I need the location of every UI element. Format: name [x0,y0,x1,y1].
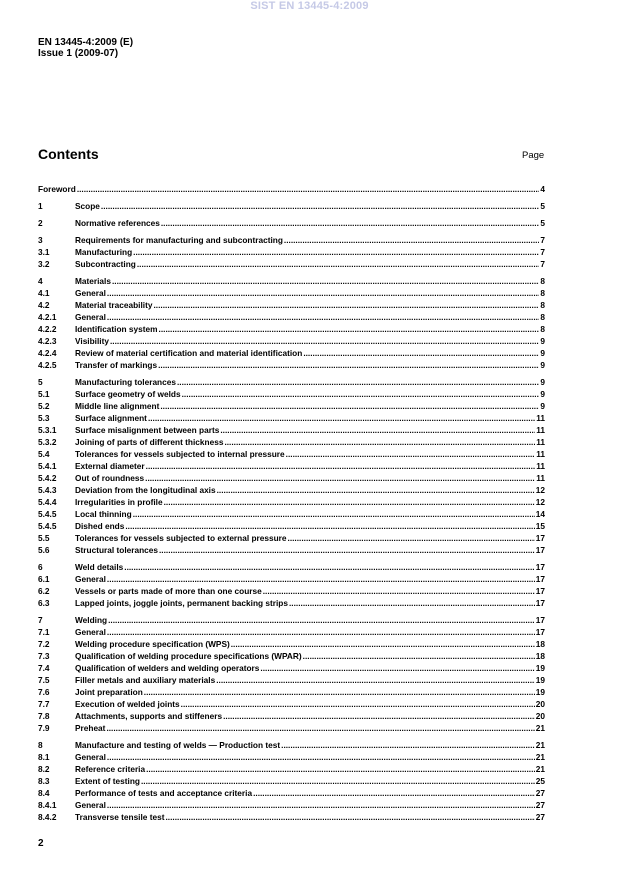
dot-leader [303,650,535,662]
toc-entry-title: Performance of tests and acceptance criteria [75,788,253,798]
toc-entry-number: 5.4.4 [38,497,57,507]
toc-entry-title: Manufacturing tolerances [75,377,176,387]
dot-leader [108,614,535,626]
dot-leader [77,183,540,195]
toc-entry-title: Middle line alignment [75,401,160,411]
toc-entry[interactable] [38,472,545,484]
toc-entry[interactable] [38,258,545,270]
toc-entry[interactable] [38,246,545,258]
toc-entry-page: 15 [535,521,545,531]
dot-leader [286,448,536,460]
toc-entry[interactable] [38,674,545,686]
toc-entry-page: 18 [535,651,545,661]
toc-entry-title: Subcontracting [75,259,136,269]
toc-entry[interactable] [38,544,545,556]
toc-entry[interactable] [38,597,545,609]
dot-leader [107,626,535,638]
standard-number: EN 13445-4:2009 (E) [38,37,134,48]
toc-entry-page: 5 [540,218,545,228]
dot-leader [159,544,535,556]
toc-entry[interactable] [38,412,545,424]
toc-entry-page: 8 [540,312,545,322]
dot-leader [107,751,535,763]
dot-leader [137,258,540,270]
dot-leader [125,520,534,532]
dot-leader [110,335,539,347]
toc-entry-title: Visibility [75,336,109,346]
dot-leader [160,400,539,412]
dot-leader [220,424,535,436]
toc-entry-page: 12 [535,485,545,495]
toc-entry-page: 9 [540,389,545,399]
toc-entry-number: 7.9 [38,723,50,733]
toc-entry[interactable] [38,520,545,532]
toc-entry[interactable] [38,400,545,412]
toc-entry-number: 4.2.5 [38,360,57,370]
toc-entry[interactable] [38,626,545,638]
toc-entry[interactable] [38,217,545,229]
toc-entry-number: 4.2.3 [38,336,57,346]
toc-entry[interactable] [38,722,545,734]
dot-leader [284,234,539,246]
toc-entry[interactable] [38,287,545,299]
toc-entry-page: 11 [536,437,545,447]
toc-entry-number: 8.1 [38,752,50,762]
toc-entry-page: 20 [535,711,545,721]
toc-entry-number: 4.2.1 [38,312,57,322]
toc-entry-title: Welding [75,615,108,625]
toc-entry[interactable] [38,347,545,359]
toc-entry-title: Attachments, supports and stiffeners [75,711,223,721]
toc-entry-title: Requirements for manufacturing and subcontracting [75,235,283,245]
dot-leader [289,597,535,609]
dot-leader [146,763,535,775]
dot-leader [159,323,540,335]
toc-entry-number: 5.3.1 [38,425,57,435]
document-identifier [38,37,133,59]
dot-leader [124,561,535,573]
toc-entry-title: Transverse tensile test [75,812,165,822]
toc-entry-number: 7.3 [38,651,50,661]
toc-entry-page: 11 [536,461,545,471]
dot-leader [107,799,535,811]
toc-entry-page: 9 [540,348,545,358]
dot-leader [231,638,535,650]
toc-entry-page: 21 [535,740,545,750]
toc-entry-number: 4.2 [38,300,50,310]
toc-entry-title: Surface alignment [75,413,147,423]
toc-entry-number: 3 [38,235,43,245]
toc-entry-title: Welding procedure specification (WPS) [75,639,230,649]
toc-entry[interactable] [38,388,545,400]
toc-entry-number: 7.7 [38,699,50,709]
toc-entry-number: 4.2.4 [38,348,57,358]
watermark: SIST EN 13445-4:2009 [250,0,369,12]
toc-entry-page: 11 [536,449,545,459]
toc-entry-page: 14 [535,509,545,519]
table-of-contents [38,183,545,823]
dot-leader [182,388,540,400]
toc-entry[interactable] [38,751,545,763]
toc-entry-title: Out of roundness [75,473,145,483]
toc-entry-title: General [75,288,106,298]
dot-leader [217,484,535,496]
toc-entry-title: Manufacturing [75,247,133,257]
toc-entry-number: 7.4 [38,663,50,673]
dot-leader [107,287,539,299]
toc-entry-title: Execution of welded joints [75,699,180,709]
toc-entry-page: 17 [535,545,545,555]
toc-entry[interactable] [38,335,545,347]
toc-entry-title: Transfer of markings [75,360,158,370]
toc-entry-page: 21 [535,752,545,762]
toc-entry-number: 6.3 [38,598,50,608]
dot-leader [153,299,539,311]
toc-entry-title: Identification system [75,324,158,334]
issue-label: Issue 1 (2009-07) [38,48,119,59]
toc-entry-page: 17 [535,562,545,572]
toc-entry[interactable] [38,662,545,674]
toc-entry-number: 8.2 [38,764,50,774]
toc-entry-number: 5.4.5 [38,521,57,531]
toc-entry[interactable] [38,799,545,811]
dot-leader [106,722,534,734]
page-column-label: Page [522,150,545,161]
toc-entry-number: 5.2 [38,401,50,411]
toc-entry[interactable] [38,200,545,212]
toc-entry-number: 3.1 [38,247,50,257]
toc-entry[interactable] [38,376,545,388]
toc-entry-number: 5 [38,377,43,387]
toc-entry-title: Dished ends [75,521,125,531]
dot-leader [260,662,534,674]
dot-leader [133,508,535,520]
toc-entry[interactable] [38,424,545,436]
toc-entry-title: Joint preparation [75,687,143,697]
toc-entry-title: Reference criteria [75,764,146,774]
toc-entry-page: 17 [535,586,545,596]
toc-entry-title: Extent of testing [75,776,140,786]
toc-entry[interactable] [38,448,545,460]
dot-leader [253,787,535,799]
toc-entry-title: Normative references [75,218,160,228]
dot-leader [161,217,540,229]
toc-entry[interactable] [38,323,545,335]
toc-entry[interactable] [38,775,545,787]
toc-entry[interactable] [38,460,545,472]
toc-entry-title: Scope [75,201,100,211]
toc-entry-title: Qualification of welding procedure specifications (WPAR) [75,651,302,661]
toc-entry-page: 21 [535,723,545,733]
toc-entry[interactable] [38,614,545,626]
toc-entry-title: Filler metals and auxiliary materials [75,675,216,685]
toc-entry[interactable] [38,275,545,287]
toc-entry-page: 7 [540,259,545,269]
toc-entry-title: Tolerances for vessels subjected to external pressure [75,533,287,543]
toc-entry-title: Materials [75,276,111,286]
dot-leader [145,472,535,484]
toc-entry-page: 9 [540,336,545,346]
toc-entry-page: 9 [540,377,545,387]
toc-entry-page: 27 [535,800,545,810]
dot-leader [133,246,539,258]
toc-entry[interactable] [38,585,545,597]
dot-leader [107,311,539,323]
dot-leader [144,686,535,698]
toc-entry-number: 8.4.2 [38,812,57,822]
toc-entry-page: 9 [540,360,545,370]
toc-entry-page: 11 [536,473,545,483]
toc-entry-number: 4 [38,276,43,286]
toc-entry-number: 7.6 [38,687,50,697]
toc-entry[interactable] [38,650,545,662]
toc-entry-page: 11 [536,413,545,423]
toc-entry-number: 8.4.1 [38,800,57,810]
dot-leader [165,811,534,823]
toc-entry-number: 5.4.3 [38,485,57,495]
dot-leader [148,412,535,424]
toc-entry-number: 6.2 [38,586,50,596]
toc-entry-page: 17 [535,615,545,625]
toc-entry-title: General [75,627,106,637]
toc-entry-page: 19 [535,675,545,685]
dot-leader [107,573,535,585]
toc-entry-number: 5.1 [38,389,50,399]
toc-entry[interactable] [38,710,545,722]
toc-entry[interactable] [38,686,545,698]
toc-entry-page: 8 [540,324,545,334]
toc-entry[interactable] [38,561,545,573]
toc-entry[interactable] [38,532,545,544]
toc-entry-page: 17 [535,627,545,637]
toc-entry-page: 8 [540,288,545,298]
toc-entry-title: External diameter [75,461,145,471]
dot-leader [112,275,539,287]
toc-entry-title: Review of material certification and material identification [75,348,303,358]
toc-entry-page: 11 [536,425,545,435]
toc-entry-number: 7.8 [38,711,50,721]
dot-leader [216,674,535,686]
toc-entry-title: Surface misalignment between parts [75,425,220,435]
toc-entry[interactable] [38,698,545,710]
toc-entry-page: 19 [535,687,545,697]
toc-entry-title: General [75,800,106,810]
dot-leader [223,710,535,722]
toc-entry[interactable] [38,234,545,246]
toc-entry-number: 5.6 [38,545,50,555]
toc-entry-number: 5.4 [38,449,50,459]
toc-entry-title: Irregularities in profile [75,497,163,507]
toc-entry-page: 17 [535,598,545,608]
toc-entry-number: 7.1 [38,627,50,637]
toc-entry-number: 2 [38,218,43,228]
toc-entry-number: 8 [38,740,43,750]
toc-entry-title: General [75,312,106,322]
toc-entry-title: Foreword [38,184,76,194]
toc-entry-title: Joining of parts of different thickness [75,437,224,447]
dot-leader [181,698,535,710]
toc-entry-page: 4 [540,184,545,194]
dot-leader [281,739,535,751]
toc-entry[interactable] [38,787,545,799]
toc-entry-page: 7 [540,247,545,257]
toc-entry-page: 19 [535,663,545,673]
toc-entry-page: 17 [535,533,545,543]
dot-leader [224,436,535,448]
toc-entry-number: 5.5 [38,533,50,543]
page-number: 2 [38,838,44,849]
toc-entry[interactable] [38,484,545,496]
toc-entry-number: 4.2.2 [38,324,57,334]
dot-leader [101,200,539,212]
toc-entry[interactable] [38,436,545,448]
toc-entry-number: 6.1 [38,574,50,584]
toc-entry-page: 27 [535,788,545,798]
toc-entry-number: 7 [38,615,43,625]
toc-entry[interactable] [38,811,545,823]
dot-leader [263,585,535,597]
toc-entry[interactable] [38,763,545,775]
toc-entry-number: 4.1 [38,288,50,298]
toc-entry-title: Local thinning [75,509,132,519]
toc-entry-title: Qualification of welders and welding operators [75,663,260,673]
toc-entry-number: 5.4.5 [38,509,57,519]
toc-entry[interactable] [38,299,545,311]
toc-entry[interactable] [38,359,545,371]
toc-entry-page: 8 [540,276,545,286]
toc-entry-number: 8.3 [38,776,50,786]
toc-entry-number: 7.2 [38,639,50,649]
toc-entry[interactable] [38,739,545,751]
dot-leader [146,460,536,472]
toc-entry-title: Weld details [75,562,124,572]
toc-entry-page: 8 [540,300,545,310]
toc-entry[interactable] [38,496,545,508]
toc-entry-number: 5.4.2 [38,473,57,483]
toc-entry[interactable] [38,183,545,195]
toc-entry-page: 12 [535,497,545,507]
toc-entry-page: 5 [540,201,545,211]
toc-entry-number: 5.4.1 [38,461,57,471]
toc-entry-title: General [75,752,106,762]
toc-entry-page: 7 [540,235,545,245]
toc-entry-title: Vessels or parts made of more than one course [75,586,262,596]
toc-entry-page: 18 [535,639,545,649]
toc-entry-page: 27 [535,812,545,822]
toc-entry-title: Surface geometry of welds [75,389,181,399]
toc-entry-title: Lapped joints, joggle joints, permanent backing strips [75,598,288,608]
toc-entry-title: Tolerances for vessels subjected to internal pressure [75,449,285,459]
toc-entry-page: 21 [535,764,545,774]
toc-entry-title: Structural tolerances [75,545,158,555]
dot-leader [164,496,535,508]
dot-leader [177,376,539,388]
contents-heading: Contents [38,146,99,162]
toc-entry-page: 25 [535,776,545,786]
toc-entry-title: Material traceability [75,300,153,310]
dot-leader [303,347,539,359]
toc-entry-page: 17 [535,574,545,584]
toc-entry-number: 8.4 [38,788,50,798]
toc-entry-title: Preheat [75,723,106,733]
toc-entry-title: General [75,574,106,584]
dot-leader [158,359,539,371]
toc-entry[interactable] [38,311,545,323]
toc-entry-number: 7.5 [38,675,50,685]
toc-entry-title: Deviation from the longitudinal axis [75,485,216,495]
dot-leader [288,532,535,544]
toc-entry-number: 6 [38,562,43,572]
toc-entry-number: 5.3 [38,413,50,423]
toc-entry[interactable] [38,508,545,520]
toc-entry-page: 20 [535,699,545,709]
toc-entry[interactable] [38,573,545,585]
toc-entry-number: 5.3.2 [38,437,57,447]
toc-entry[interactable] [38,638,545,650]
toc-entry-number: 3.2 [38,259,50,269]
dot-leader [141,775,535,787]
toc-entry-number: 1 [38,201,43,211]
toc-entry-title: Manufacture and testing of welds — Production test [75,740,281,750]
toc-entry-page: 9 [540,401,545,411]
